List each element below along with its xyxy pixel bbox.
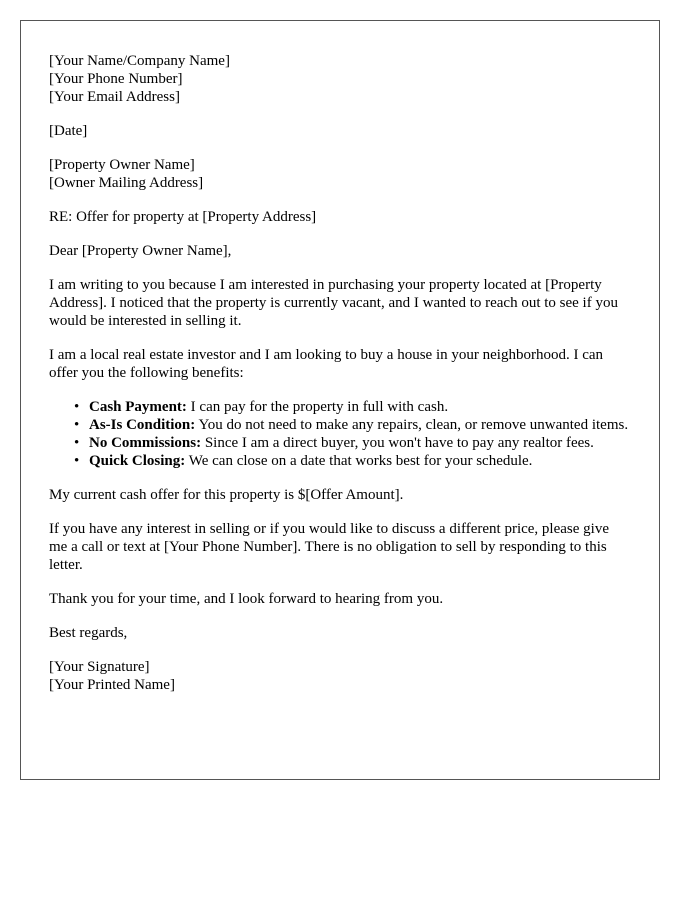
date-block <box>49 122 631 140</box>
benefit-text: Since I am a direct buyer, you won't have to pay any realtor fees. <box>201 435 594 451</box>
bullet-icon: • <box>74 435 80 451</box>
benefit-term: Quick Closing: <box>89 453 186 469</box>
offer-paragraph: My current cash offer for this property is $[Offer Amount]. <box>49 487 404 503</box>
benefits-list <box>49 398 631 470</box>
benefit-term: As-Is Condition: <box>89 417 196 433</box>
benefit-text: I can pay for the property in full with cash. <box>186 399 449 415</box>
sender-name: [Your Name/Company Name] <box>49 53 230 69</box>
recipient-name: [Property Owner Name] <box>49 157 195 173</box>
subject-line: RE: Offer for property at [Property Address] <box>49 209 317 225</box>
printed-name: [Your Printed Name] <box>49 677 175 693</box>
recipient-block <box>49 156 631 192</box>
closing: Best regards, <box>49 625 128 641</box>
investor-paragraph: I am a local real estate investor and I am looking to buy a house in your neighborhood. I can offer you the following benefits: <box>49 347 604 381</box>
bullet-icon: • <box>74 417 80 433</box>
intro-paragraph: I am writing to you because I am interested in purchasing your property located at [Property Address]. I noticed that the property is currently vacant, and I wanted to reach out to see if you would be interested in selling it. <box>49 277 618 329</box>
thanks-paragraph: Thank you for your time, and I look forward to hearing from you. <box>49 591 444 607</box>
letter-date: [Date] <box>49 123 88 139</box>
benefit-item <box>74 452 631 470</box>
bullet-icon: • <box>74 399 80 415</box>
letter-page <box>20 20 660 780</box>
benefit-item <box>74 398 631 416</box>
benefit-term: No Commissions: <box>89 435 202 451</box>
benefit-term: Cash Payment: <box>89 399 187 415</box>
contact-paragraph: If you have any interest in selling or if you would like to discuss a different price, please give me a call or text at [Your Phone Number]. There is no obligation to sell by responding to this letter. <box>49 521 609 573</box>
salutation: Dear [Property Owner Name], <box>49 243 232 259</box>
signature: [Your Signature] <box>49 659 150 675</box>
benefit-text: You do not need to make any repairs, clean, or remove unwanted items. <box>195 417 629 433</box>
benefit-text: We can close on a date that works best for your schedule. <box>185 453 533 469</box>
sender-phone: [Your Phone Number] <box>49 71 183 87</box>
bullet-icon: • <box>74 453 80 469</box>
signature-block <box>49 658 631 694</box>
benefit-item <box>74 416 631 434</box>
benefit-item <box>74 434 631 452</box>
sender-block <box>49 52 631 106</box>
sender-email: [Your Email Address] <box>49 89 180 105</box>
recipient-address: [Owner Mailing Address] <box>49 175 204 191</box>
